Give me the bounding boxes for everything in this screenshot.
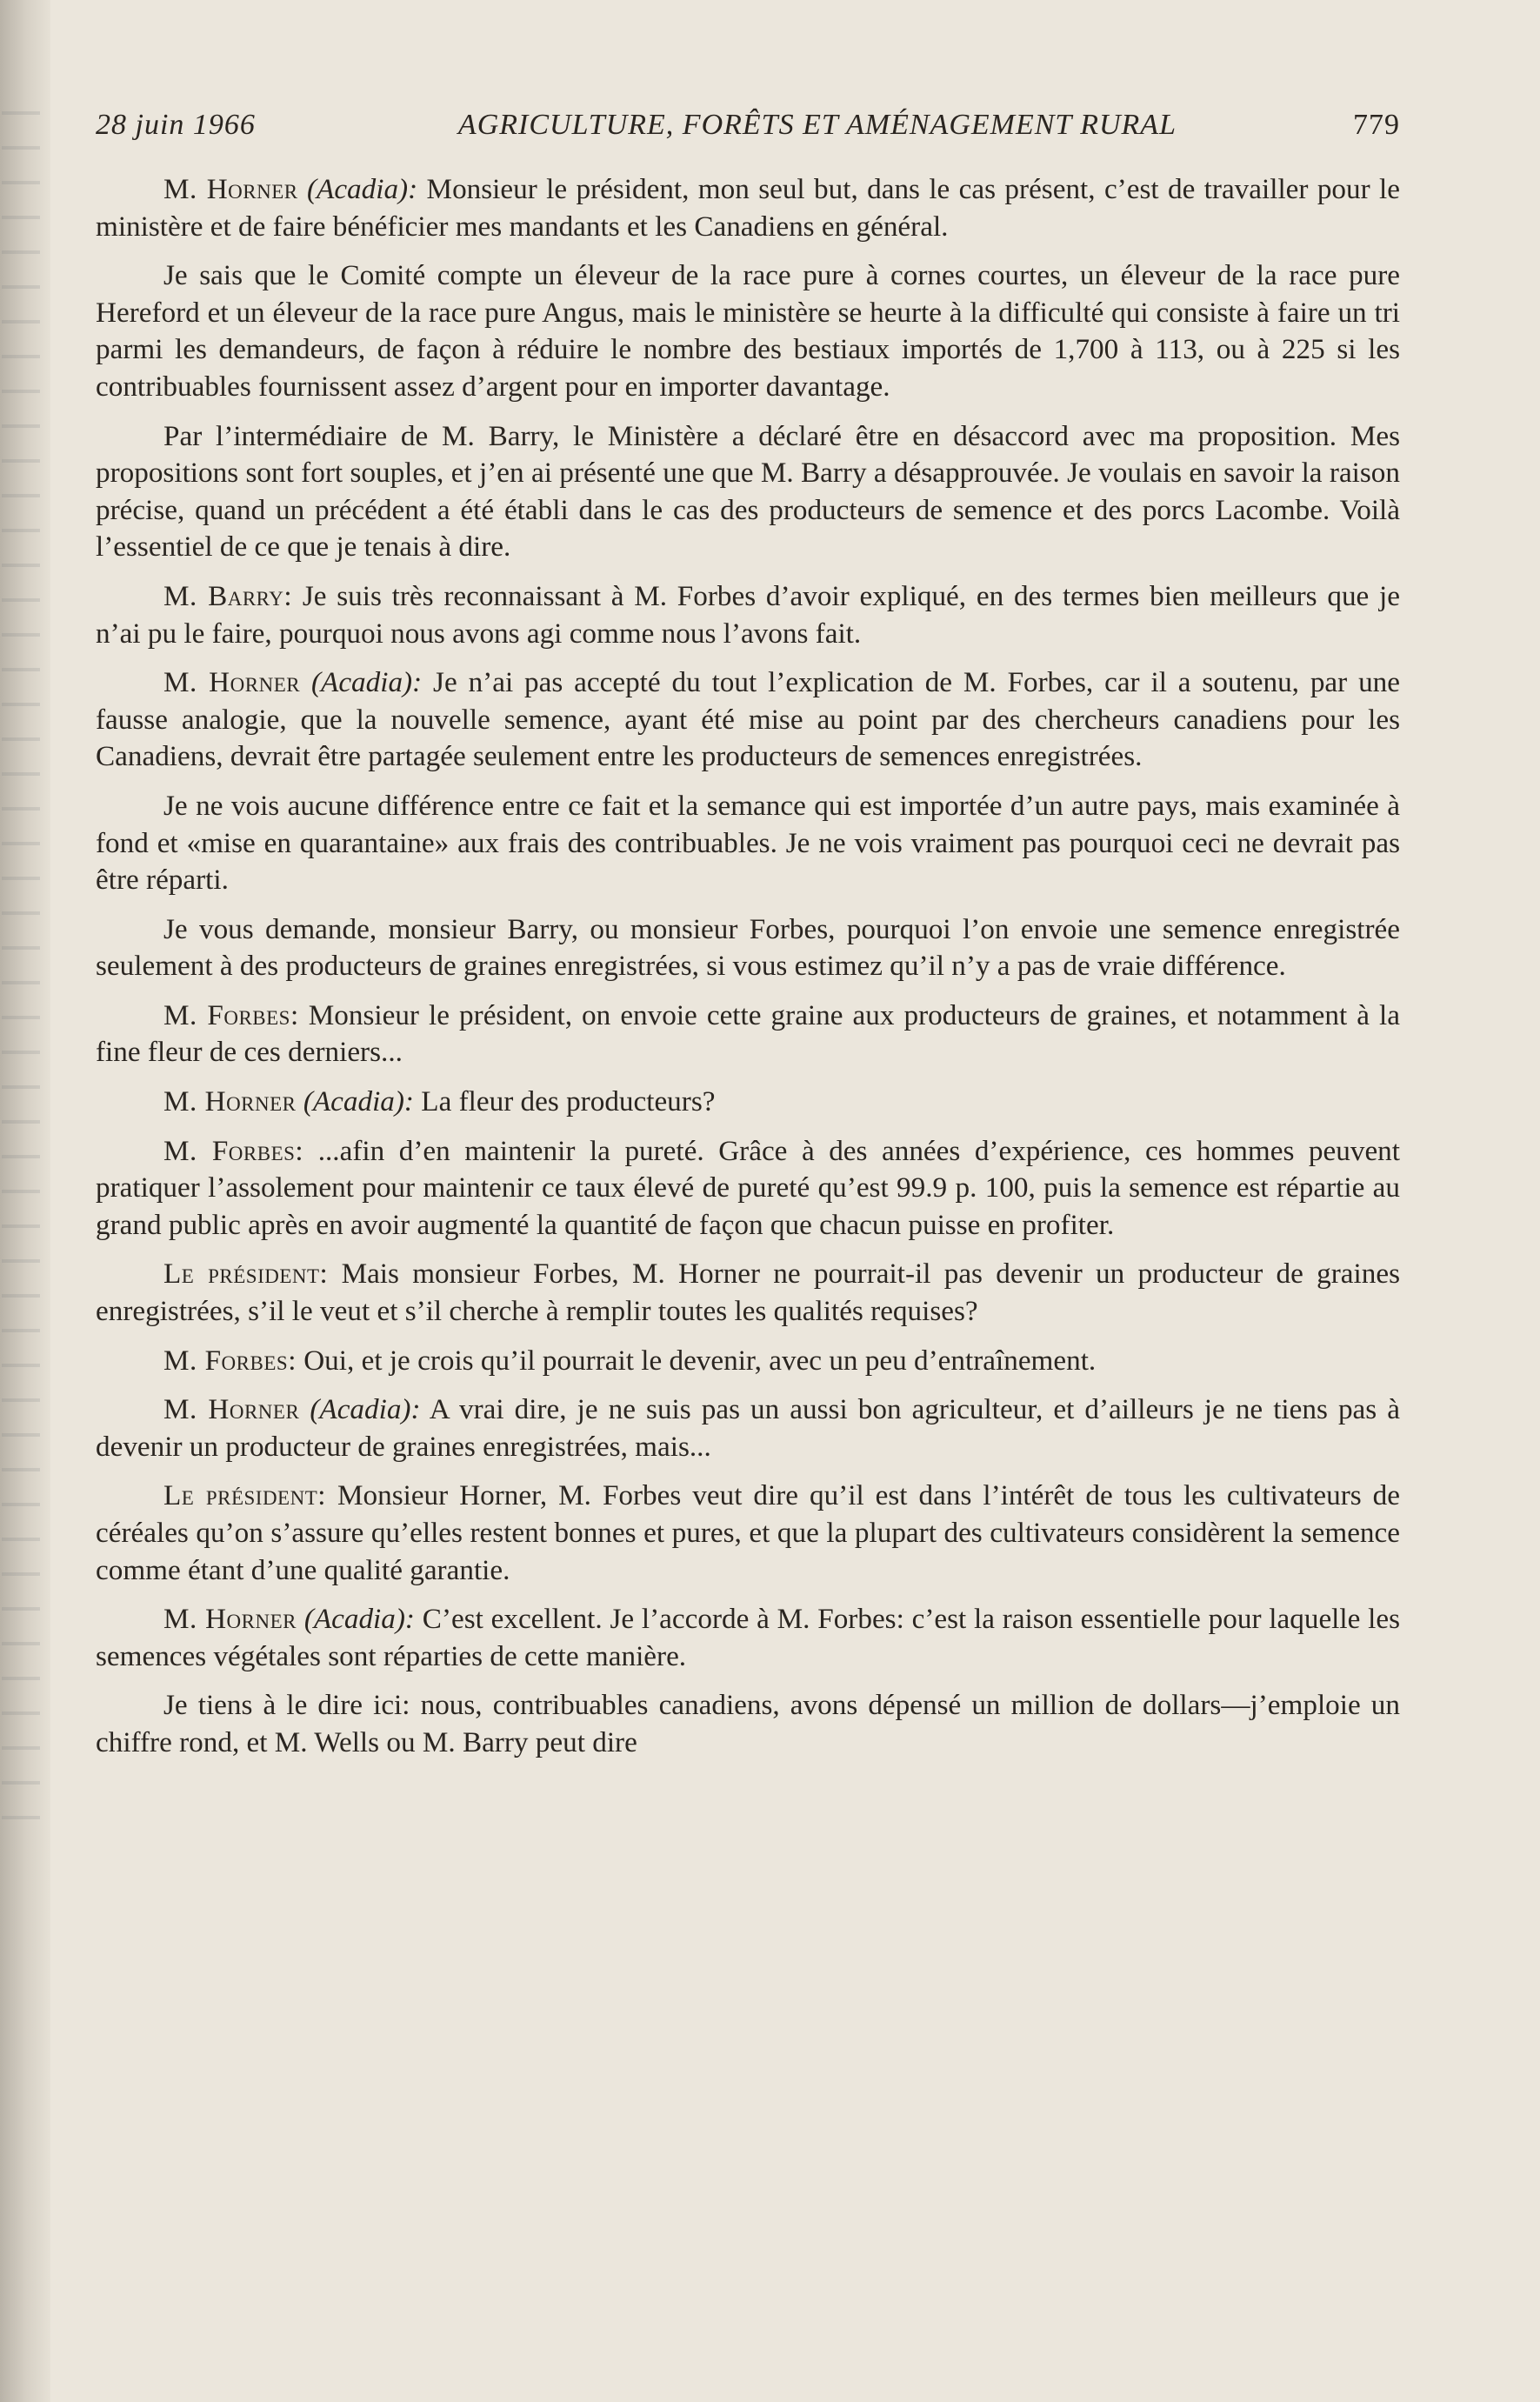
speaker-name: M. Forbes: (163, 1344, 297, 1377)
paragraph (96, 1133, 1400, 1244)
speaker-name: M. Horner (163, 666, 301, 699)
paragraph-text: A vrai dire, je ne suis pas un aussi bon agriculteur, et d’ailleurs je ne tiens pas à devenir un producteur de graines enregistrées, mais... (96, 1393, 1401, 1463)
speaker-name: Le président: (163, 1479, 326, 1512)
bleed-through-marks (2, 96, 40, 1835)
paragraph (96, 1601, 1400, 1675)
running-header (96, 109, 1400, 142)
document-page (96, 109, 1400, 1774)
speaker-name: Le président: (163, 1258, 329, 1291)
paragraph-text: Monsieur le président, mon seul but, dans le cas présent, c’est de travailler pour le ministère et de faire bénéficier mes mandants et les Canadiens en général. (96, 173, 1400, 243)
paragraph (96, 911, 1400, 985)
paragraph-text: Je tiens à le dire ici: nous, contribuables canadiens, avons dépensé un million de dollars—j’emploie un chiffre rond, et M. Wells ou M. Barry peut dire (96, 1689, 1400, 1758)
paragraph-text: Je sais que le Comité compte un éleveur de la race pure à cornes courtes, un éleveur de la race pure Hereford et un éleveur de la race pure Angus, mais le ministère se heurte à la difficulté qui consiste à faire un tri parmi les demandeurs, de façon à réduire le nombre des bestiaux importés de 1,700 à 113, ou à 225 si les contribuables fournissent assez d’argent pour en importer davantage. (96, 259, 1400, 403)
paragraph (96, 257, 1400, 405)
paragraph-text: Monsieur le président, on envoie cette graine aux producteurs de graines, et notamment à la fine fleur de ces derniers... (96, 998, 1400, 1069)
speaker-name: M. Horner (163, 1603, 297, 1636)
paragraph-text: ...afin d’en maintenir la pureté. Grâce à des années d’expérience, ces hommes peuvent pratiquer l’assolement pour maintenir ce taux élevé de pureté qu’est 99.9 p. 100, puis la semence est répartie au grand public après en avoir augmenté la quantité de façon que chacun puisse en profiter. (96, 1134, 1400, 1241)
header-date: 28 juin 1966 (96, 109, 256, 141)
speaker-riding: (Acadia): (310, 1393, 421, 1426)
paragraph (96, 997, 1400, 1071)
paragraph-text: Je ne vois aucune différence entre ce fait et la semance qui est importée d’un autre pays, mais examinée à fond et «mise en quarantaine» aux frais des contribuables. Je ne vois vraiment pas pourquoi ceci ne devrait pas être réparti. (96, 789, 1400, 897)
page-binding (0, 0, 50, 2402)
paragraph (96, 1343, 1400, 1380)
paragraph (96, 578, 1400, 652)
paragraph (96, 664, 1400, 776)
paragraph (96, 171, 1400, 245)
paragraph (96, 1478, 1400, 1589)
paragraph (96, 788, 1400, 899)
paragraph (96, 1687, 1400, 1761)
speaker-riding: (Acadia): (303, 1603, 415, 1636)
paragraph-text: La fleur des producteurs? (414, 1085, 716, 1118)
paragraph-text: Je vous demande, monsieur Barry, ou monsieur Forbes, pourquoi l’on envoie une semence enregistrée seulement à des producteurs de graines enregistrées, si vous estimez qu’il n’y a pas de vraie différence. (96, 912, 1400, 983)
speaker-riding: (Acadia): (311, 666, 423, 699)
paragraph (96, 1084, 1400, 1121)
speaker-riding: (Acadia): (303, 1085, 414, 1118)
paragraph-text: Par l’intermédiaire de M. Barry, le Ministère a déclaré être en désaccord avec ma proposition. Mes propositions sont fort souples, et j’en ai présenté une que M. Barry a désapprouvée. Je voulais en savoir la raison précise, quand un précédent a été établi dans le cas des producteurs de semence et des porcs Lacombe. Voilà l’essentiel de ce que je tenais à dire. (96, 419, 1400, 564)
paragraph-text: Mais monsieur Forbes, M. Horner ne pourrait-il pas devenir un producteur de graines enregistrées, s’il le veut et s’il cherche à remplir toutes les qualités requises? (96, 1258, 1400, 1328)
speaker-name: M. Barry: (163, 579, 293, 612)
paragraph-text: Je n’ai pas accepté du tout l’explication de M. Forbes, car il a soutenu, par une fausse analogie, que la nouvelle semence, ayant été mise au point par des chercheurs canadiens pour les Canadiens, devrait être partagée seulement entre les producteurs de semences enregistrées. (96, 666, 1401, 773)
paragraph-text: Monsieur Horner, M. Forbes veut dire qu’il est dans l’intérêt de tous les cultivateurs de céréales qu’on s’assure qu’elles restent bonnes et pures, et que la plupart des cultivateurs considèrent la semence comme étant d’une qualité garantie. (96, 1479, 1401, 1586)
speaker-name: M. Horner (163, 1393, 300, 1426)
body-text (96, 171, 1400, 1762)
header-title: AGRICULTURE, FORÊTS ET AMÉNAGEMENT RURAL (457, 109, 1177, 141)
speaker-name: M. Forbes: (163, 998, 299, 1031)
paragraph (96, 1391, 1400, 1465)
paragraph-text: Je suis très reconnaissant à M. Forbes d’avoir expliqué, en des termes bien meilleurs que je n’ai pu le faire, pourquoi nous avons agi comme nous l’avons fait. (96, 579, 1400, 650)
speaker-riding: (Acadia): (307, 173, 418, 205)
paragraph (96, 1256, 1400, 1330)
speaker-name: M. Forbes: (163, 1134, 304, 1167)
page-number: 779 (1353, 109, 1400, 141)
paragraph-text: Oui, et je crois qu’il pourrait le devenir, avec un peu d’entraînement. (296, 1344, 1097, 1377)
speaker-name: M. Horner (163, 173, 298, 205)
paragraph (96, 418, 1400, 566)
speaker-name: M. Horner (163, 1085, 297, 1118)
paragraph-text: C’est excellent. Je l’accorde à M. Forbes: c’est la raison essentielle pour laquelle les semences végétales sont réparties de cette manière. (96, 1603, 1400, 1672)
